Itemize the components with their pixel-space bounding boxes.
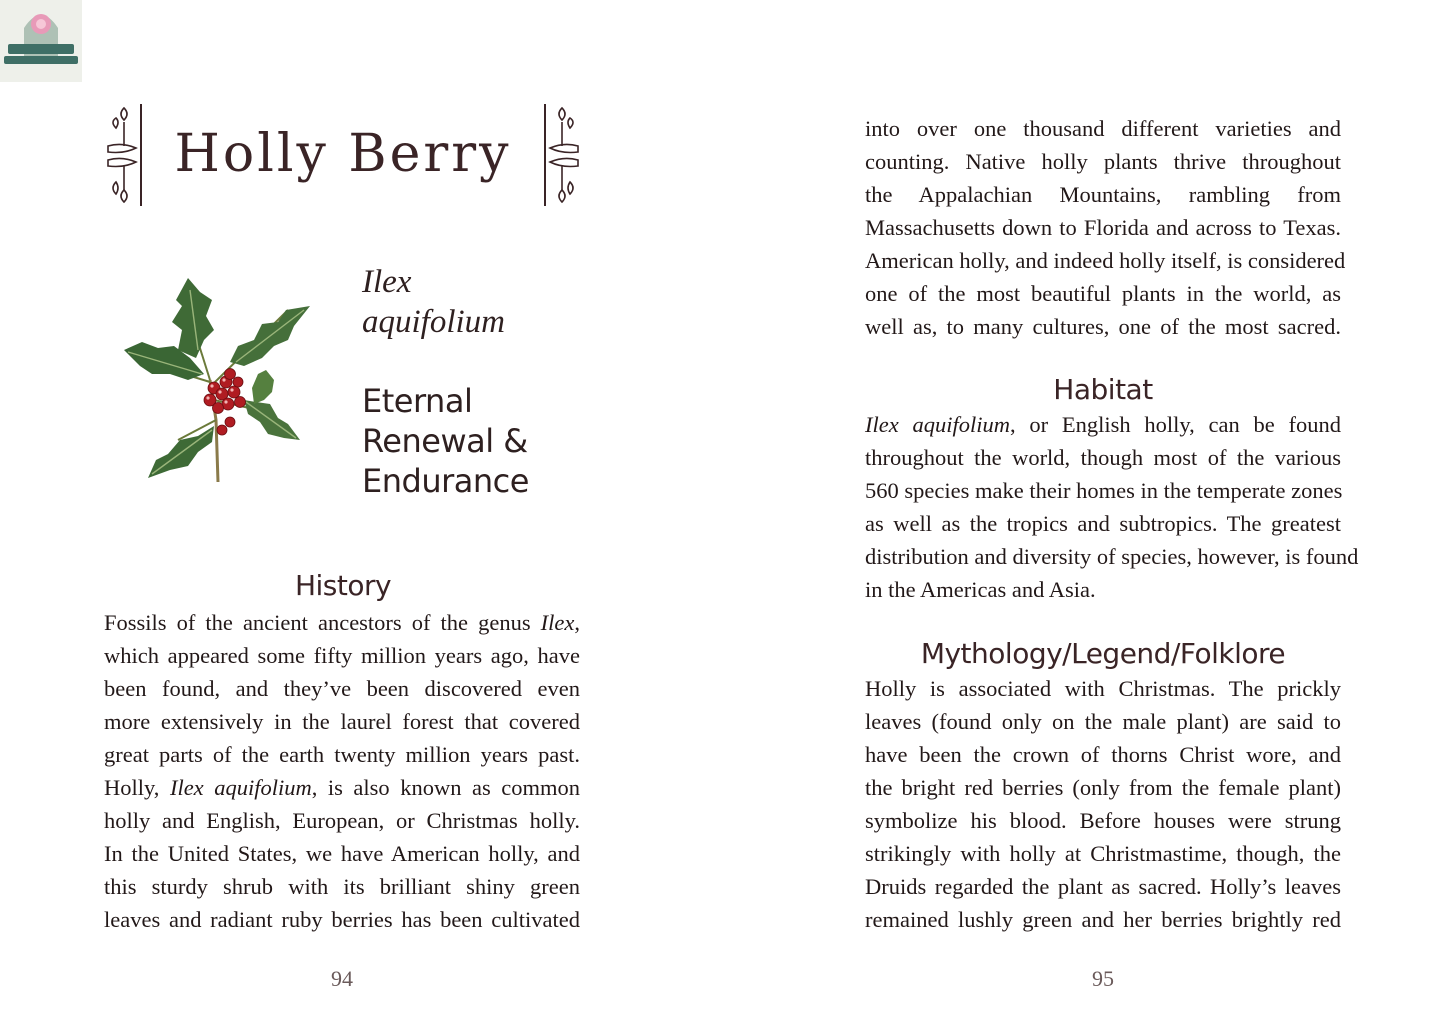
text-line: have been the crown of thorns Christ wore, and — [865, 742, 1341, 767]
history-body — [104, 606, 580, 936]
text-line: Holly is associated with Christmas. The prickly — [865, 676, 1341, 701]
habitat-body — [865, 408, 1359, 606]
latin-name — [362, 262, 582, 342]
text-line: which appeared some fifty million years ago, have — [104, 643, 580, 668]
left-flourish-icon — [104, 102, 144, 208]
title-block — [104, 102, 582, 208]
text-line: the bright red berries (only from the female plant) — [865, 775, 1341, 800]
text-line: holly and English, European, or Christmas holly. — [104, 808, 580, 833]
text-line: well as, to many cultures, one of the most sacred. — [865, 314, 1341, 339]
text-line: as well as the tropics and subtropics. The greatest — [865, 511, 1341, 536]
meaning-line: Renewal & — [362, 422, 528, 460]
plant-meaning — [362, 381, 592, 501]
holly-illustration — [118, 270, 318, 488]
text-line: Holly, Ilex aquifolium, is also known as common — [104, 775, 580, 800]
intro-body — [865, 112, 1346, 343]
text-line: the Appalachian Mountains, rambling from — [865, 182, 1341, 207]
text-line: one of the most beautiful plants in the world, as — [865, 281, 1341, 306]
page-number-left: 94 — [331, 966, 353, 991]
meaning-line: Endurance — [362, 462, 529, 500]
text-line: counting. Native holly plants thrive throughout — [865, 149, 1341, 174]
page-number-right: 95 — [1092, 966, 1114, 991]
text-line: more extensively in the laurel forest that covered — [104, 709, 580, 734]
meaning-line: Eternal — [362, 382, 473, 420]
text-line: 560 species make their homes in the temperate zones — [865, 478, 1343, 503]
latin-name-line: Ilex — [362, 264, 412, 300]
text-line: Ilex aquifolium, or English holly, can be found — [865, 412, 1341, 437]
mythology-body — [865, 672, 1341, 936]
text-line: been found, and they’ve been discovered even — [104, 676, 580, 701]
text-line: throughout the world, though most of the various — [865, 445, 1341, 470]
text-line: leaves (found only on the male plant) are said to — [865, 709, 1341, 734]
right-flourish-icon — [542, 102, 582, 208]
text-line: into over one thousand different varieties and — [865, 116, 1341, 141]
left-page — [0, 0, 722, 1032]
text-line: Fossils of the ancient ancestors of the genus Ilex, — [104, 610, 580, 635]
text-line: In the United States, we have American holly, and — [104, 841, 580, 866]
text-line: leaves and radiant ruby berries has been cultivated — [104, 907, 580, 932]
text-line: Massachusetts down to Florida and across to Texas. — [865, 215, 1341, 240]
text-line: American holly, and indeed holly itself, is considered — [865, 248, 1346, 273]
text-line: Druids regarded the plant as sacred. Holly’s leaves — [865, 874, 1341, 899]
page-title: Holly Berry — [174, 124, 512, 184]
text-line: strikingly with holly at Christmastime, though, the — [865, 841, 1341, 866]
text-line: remained lushly green and her berries brightly red — [865, 907, 1341, 932]
text-line: this sturdy shrub with its brilliant shiny green — [104, 874, 580, 899]
text-line: in the Americas and Asia. — [865, 577, 1096, 602]
history-heading: History — [294, 569, 392, 602]
text-line: distribution and diversity of species, however, is found — [865, 544, 1359, 569]
mythology-heading: Mythology/Legend/Folklore — [920, 637, 1286, 670]
text-line: great parts of the earth twenty million years past. — [104, 742, 580, 767]
right-page — [722, 0, 1445, 1032]
text-line: symbolize his blood. Before houses were strung — [865, 808, 1341, 833]
habitat-heading: Habitat — [1053, 373, 1153, 406]
latin-name-line: aquifolium — [362, 304, 506, 340]
